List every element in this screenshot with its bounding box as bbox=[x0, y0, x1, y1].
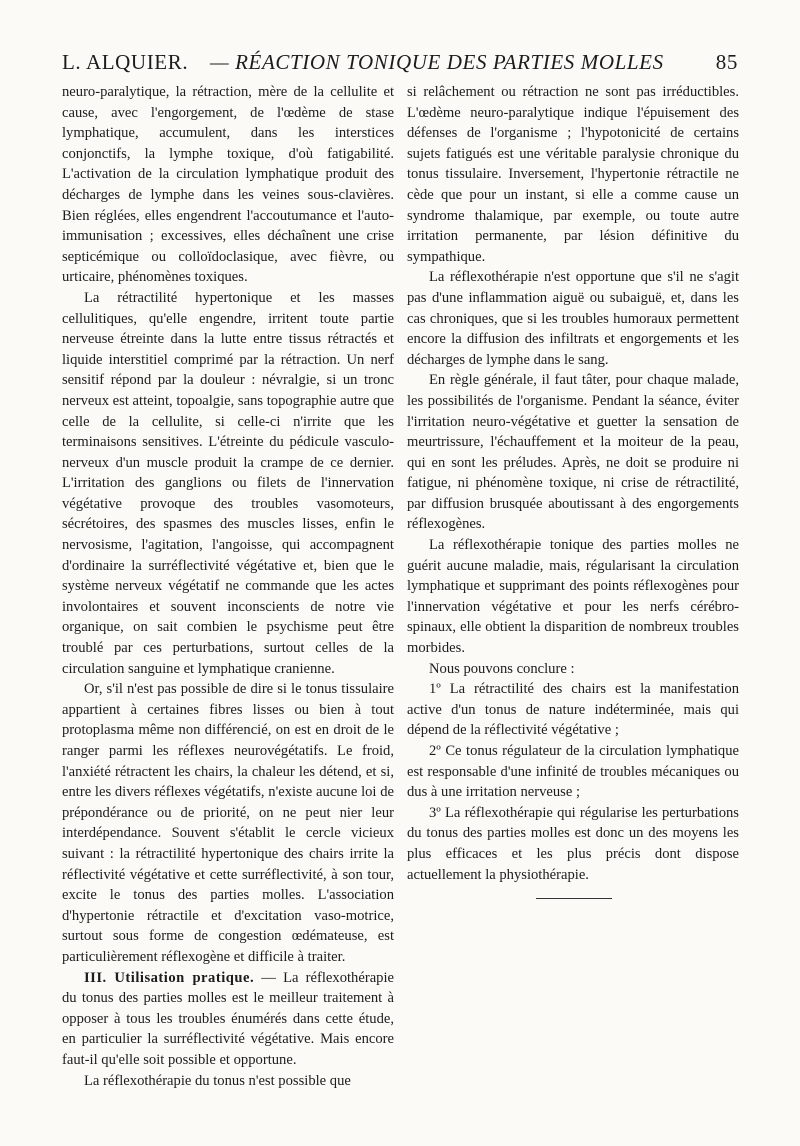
section-heading: III. Utilisation pratique. bbox=[84, 969, 255, 986]
left-paragraph-5: La réflexothérapie du tonus n'est possible que bbox=[84, 1072, 351, 1089]
right-column bbox=[407, 82, 739, 885]
left-paragraph-2: La rétractilité hypertonique et les masses cellulitiques, qu'elle engendre, irritent toute partie nerveuse étreinte dans la lutte entre tissus rétractés et liquide interstitiel comprimé par la rétraction. Un nerf sensitif répond par la douleur : névralgie, si un tronc nerveux est atteint, topoalgie, sans topographie autre que celle de la cellulite, si celle-ci n'irrite que les terminaisons sensitives. L'étreinte du pédicule vasculo-nerveux d'un muscle produit la crampe de ce dernier. L'irritation des ganglions ou filets de l'innervation végétative provoque des troubles vasomoteurs, sécrétoires, des spasmes des muscles lisses, enfin le nervosisme, l'agitation, l'angoisse, qui accompagnent d'ordinaire la surréflectivité végétative et, bien que le système nerveux végétatif ne commande que les actes involontaires et souvent inconscients de notre vie organique, on sait combien le psychisme peut être troublé par ces perturbations, surtout celles de la circulation sanguine et lymphatique cranienne. bbox=[62, 289, 394, 677]
section-paragraph bbox=[62, 968, 394, 1071]
header-title: — RÉACTION TONIQUE DES PARTIES MOLLES bbox=[210, 50, 664, 74]
header-author: L. ALQUIER. bbox=[62, 50, 189, 74]
conclusion-item-3: 3º La réflexothérapie qui régularise les perturbations du tonus des parties molles est donc un des moyens les plus efficaces et les plus précis dont dispose actuellement la physiothérapie. bbox=[407, 804, 739, 883]
left-paragraph-4: — La réflexothérapie du tonus des parties molles est le meilleur traitement à opposer à tous les troubles énumérés dans cette étude, en particulier la surréflectivité végétative. Mais encore faut-il qu'elle soit possible et opportune. bbox=[62, 969, 394, 1068]
conclusion-item-1: 1º La rétractilité des chairs est la manifestation active d'un tonus de nature indéterminée, mais qui dépend de la réflectivité végétative ; bbox=[407, 681, 739, 739]
left-paragraph-1: neuro-paralytique, la rétraction, mère de la cellulite et cause, avec l'engorgement, de l'œdème de stase lymphatique, accumulent, dans les interstices conjonctifs, la lymphe toxique, d'où fatigabilité. L'activation de la circulation lymphatique produit des décharges de lymphe dans les veines sous-clavières. Bien réglées, elles engendrent l'accoutumance et l'auto-immunisation ; excessives, elles déchaînent une crise septicémique ou colloïdoclasique, avec fièvre, ou urticaire, phénomènes toxiques. bbox=[62, 84, 394, 286]
right-paragraph-2: La réflexothérapie n'est opportune que s'il ne s'agit pas d'une inflammation aiguë ou subaiguë, et, dans les cas chroniques, que si les troubles humoraux permettent encore la diffusion des infiltrats et engorgements et les décharges de lymphe dans le sang. bbox=[407, 269, 739, 368]
right-paragraph-1: si relâchement ou rétraction ne sont pas irréductibles. L'œdème neuro-paralytique indique l'épuisement des défenses de l'organisme ; l'hypotonicité de certains sujets fatigués est une véritable paralysie chronique du tonus tissulaire. Inversement, l'hypertonie rétractile ne cède que pour un instant, si elle a comme cause un syndrome thalamique, par exemple, ou toute autre irritation permanente, par lésion définitive du sympathique. bbox=[407, 84, 739, 265]
left-paragraph-3: Or, s'il n'est pas possible de dire si le tonus tissulaire appartient à certaines fibres lisses ou bien à tout protoplasma même non différencié, on est en droit de le ranger parmi les réflexes neurovégétatifs. Le froid, l'anxiété rétractent les chairs, la chaleur les détend, et si, entre les divers réflexes végétatifs, n'existe aucune loi de prépondérance ou de priorité, on ne peut nier leur interdépendance. Souvent s'établit le cercle vicieux suivant : la rétractilité hypertonique des chairs irrite la réflectivité végétative et cette surréflectivité, à son tour, excite le tonus des parties molles. L'association d'hypertonie rétractile et d'excitation vaso-motrice, surtout sous forme de congestion œdémateuse, est particulièrement réflexogène et difficile à traiter. bbox=[62, 681, 394, 965]
left-column bbox=[62, 82, 394, 1091]
running-header bbox=[62, 44, 738, 78]
closing-rule bbox=[536, 898, 612, 899]
conclusion-item-2: 2º Ce tonus régulateur de la circulation lymphatique est responsable d'une infinité de troubles mécaniques ou dus à une irritation nerveuse ; bbox=[407, 743, 739, 801]
page-number: 85 bbox=[715, 50, 738, 74]
right-paragraph-4: La réflexothérapie tonique des parties molles ne guérit aucune maladie, mais, régularisant la circulation lymphatique et supprimant des points réflexogènes pour l'innervation végétative et pour les nerfs cérébro-spinaux, elle obtient la disparition de nombreux troubles morbides. bbox=[407, 537, 739, 657]
right-paragraph-3: En règle générale, il faut tâter, pour chaque malade, les possibilités de l'organisme. Pendant la séance, éviter l'irritation neuro-végétative et guetter la sensation de meurtrissure, l'échauffement et la moiteur de la peau, qui en sont les préludes. Après, ne doit se produire ni fatigue, ni phénomène toxique, ni crise de rétractilité, par diffusion brusquée aboutissant à des engorgements réflexogènes. bbox=[407, 372, 739, 533]
right-paragraph-5: Nous pouvons conclure : bbox=[429, 660, 575, 677]
